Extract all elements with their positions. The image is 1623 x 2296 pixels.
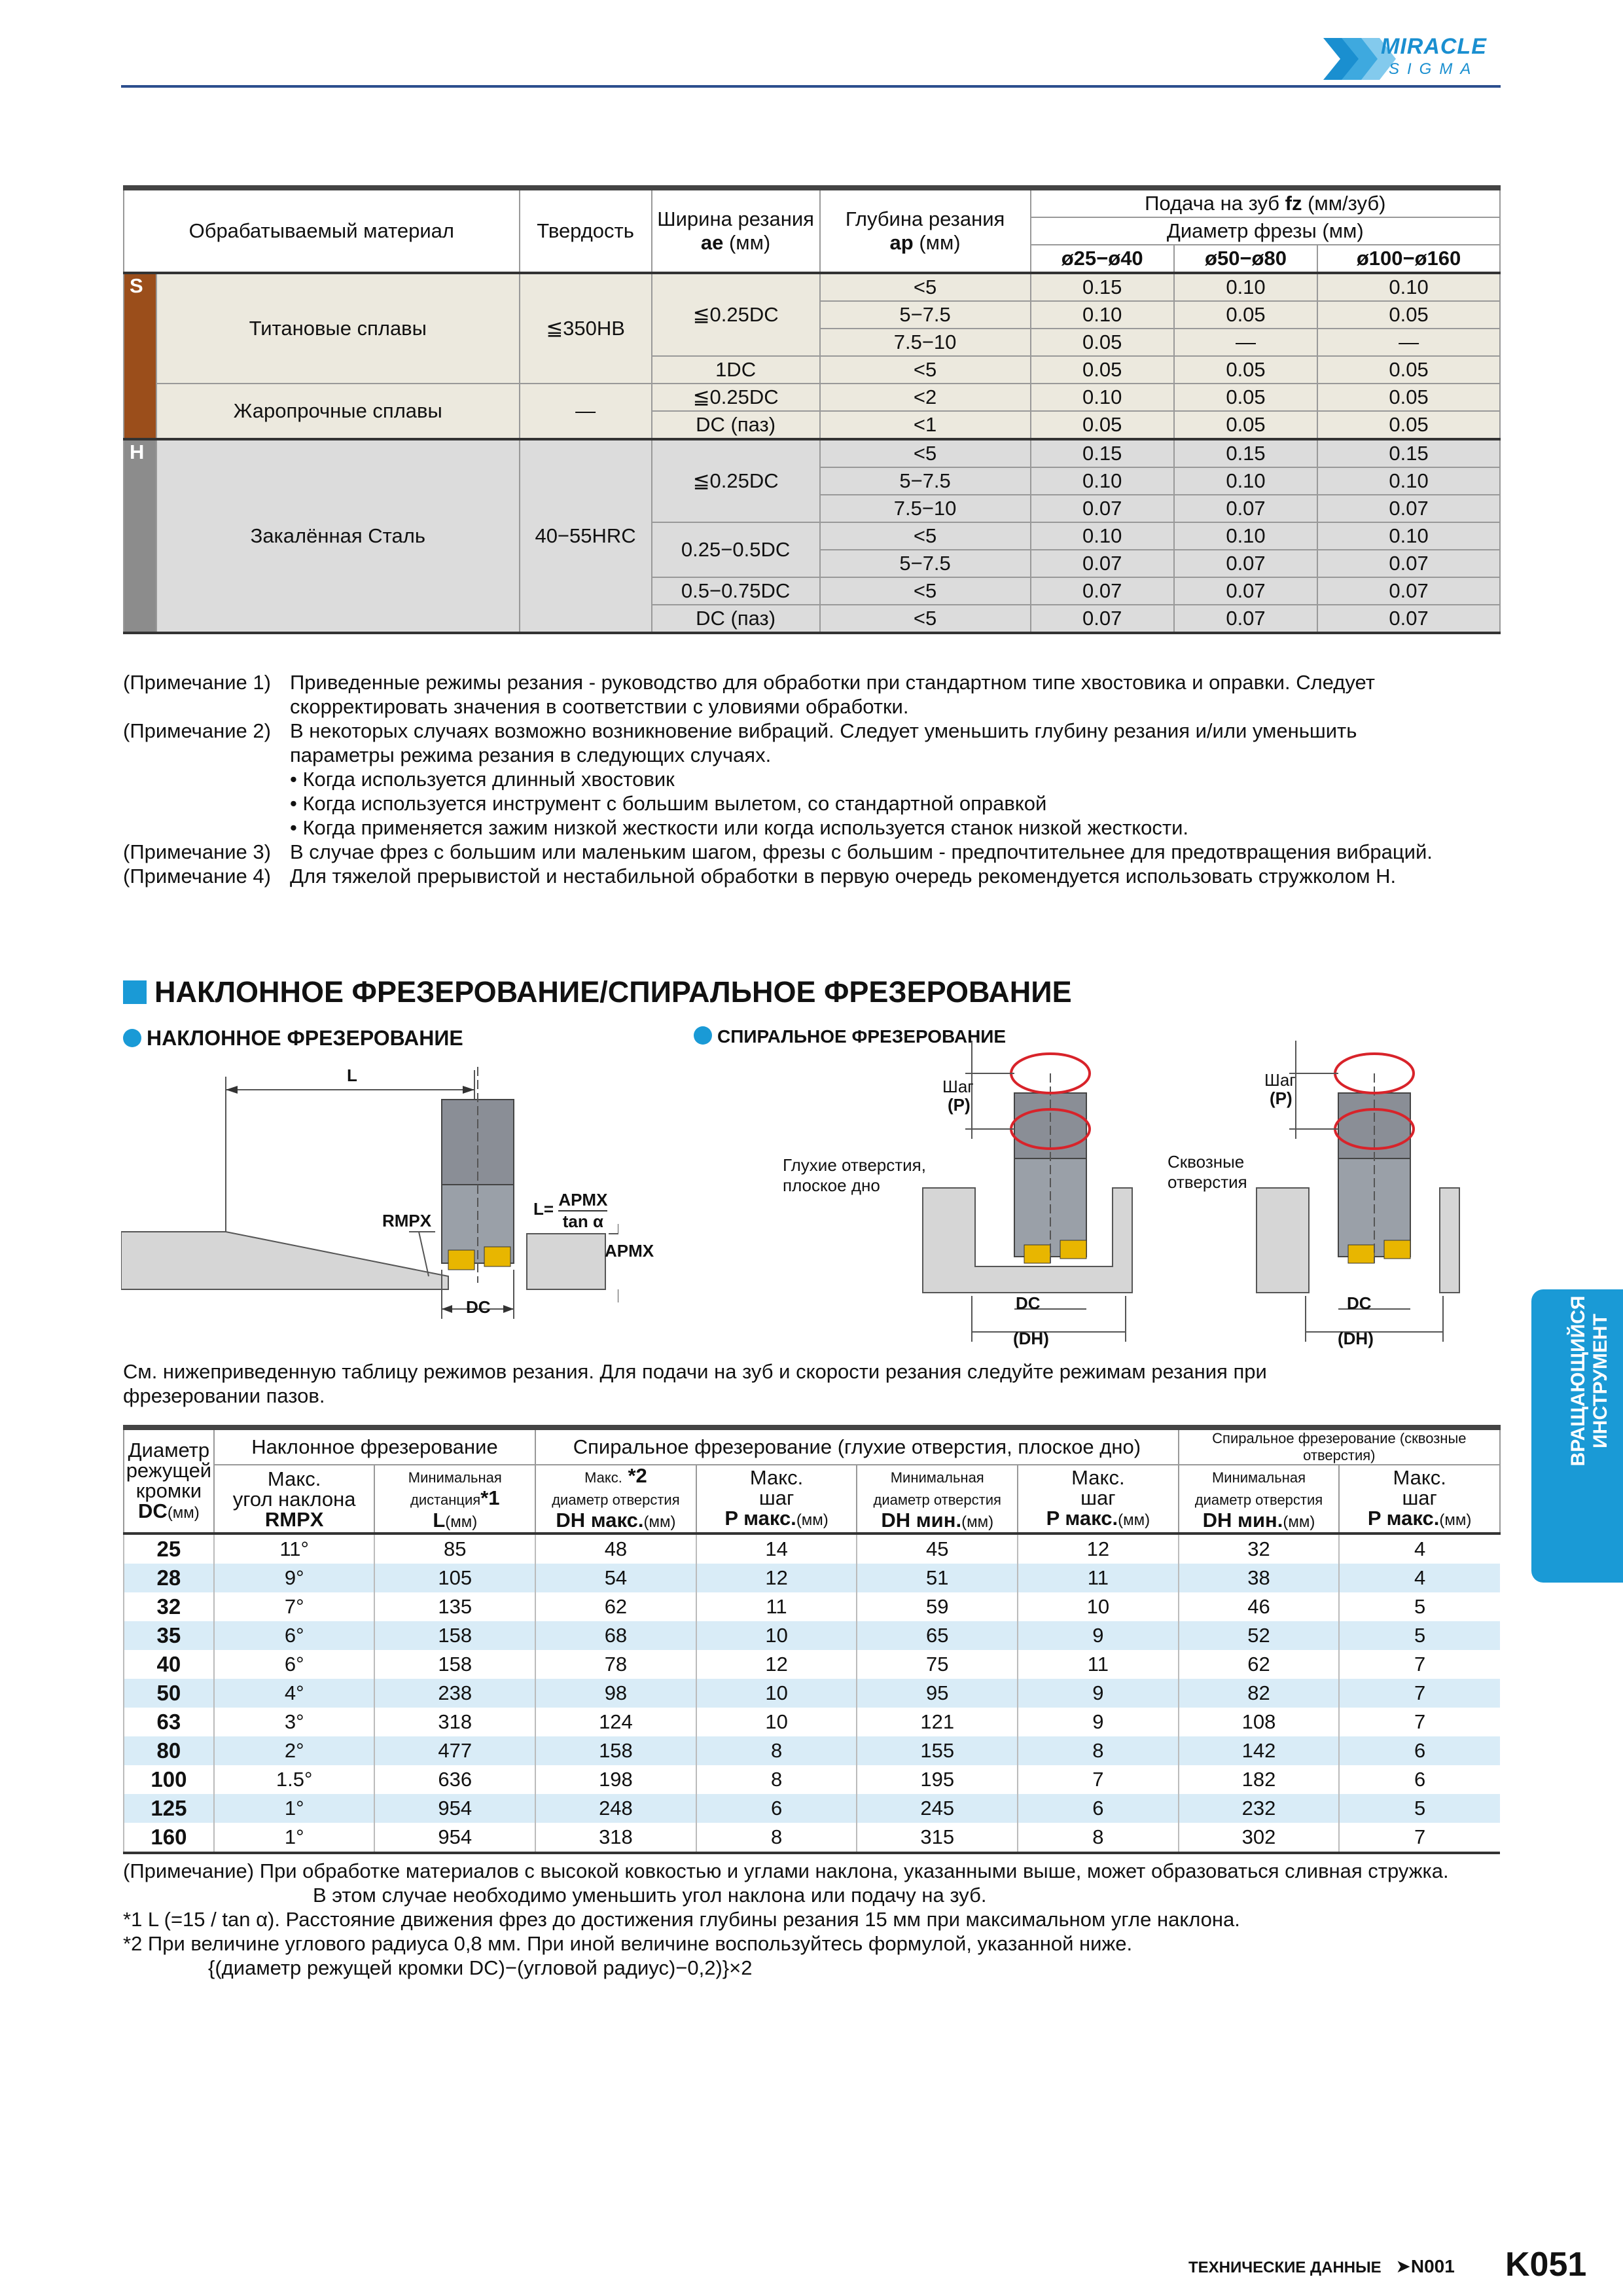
value-cell: 158 <box>374 1650 535 1679</box>
value-cell: 954 <box>374 1823 535 1853</box>
value-cell: 9 <box>1018 1708 1179 1736</box>
value-cell: 8 <box>1018 1736 1179 1765</box>
note-text: параметры режима резания в следующих случаях. <box>290 744 772 766</box>
feed-cell: 0.07 <box>1031 495 1174 522</box>
value-cell: 5 <box>1339 1592 1500 1621</box>
value-cell: 10 <box>696 1679 857 1708</box>
th-diameter: Диаметр фрезы (мм) <box>1031 217 1500 245</box>
value-cell: 8 <box>696 1823 857 1853</box>
ramp-formula: L= APMX tan α <box>533 1190 608 1231</box>
value-cell: 195 <box>857 1765 1018 1794</box>
note-text: скорректировать значения в соответствии с уловиями обработки. <box>290 695 909 718</box>
value-cell: 7 <box>1339 1823 1500 1853</box>
value-cell: 65 <box>857 1621 1018 1650</box>
value-cell: 12 <box>1018 1534 1179 1564</box>
value-cell: 7 <box>1018 1765 1179 1794</box>
label-dc-blind: DC <box>1016 1293 1041 1313</box>
feed-cell: 0.05 <box>1317 356 1500 384</box>
value-cell: 142 <box>1179 1736 1340 1765</box>
logo-text-sigma: SIGMA <box>1389 60 1479 78</box>
value-cell: 75 <box>857 1650 1018 1679</box>
feed-cell: 0.05 <box>1317 411 1500 439</box>
value-cell: 9 <box>1018 1679 1179 1708</box>
th-hardness: Твердость <box>520 188 652 273</box>
value-cell: 7 <box>1339 1679 1500 1708</box>
value-cell: 4 <box>1339 1564 1500 1592</box>
page-number: K051 <box>1505 2246 1587 2284</box>
value-cell: 85 <box>374 1534 535 1564</box>
intro-text: См. нижеприведенную таблицу режимов резания. Для подачи на зуб и скорости резания следуйте режимам резания при фрезеровании пазов. <box>123 1360 1267 1407</box>
value-cell: 6° <box>214 1650 375 1679</box>
feed-cell: 0.07 <box>1031 577 1174 605</box>
feed-cell: 0.10 <box>1031 467 1174 495</box>
ae-cell: 1DC <box>652 356 820 384</box>
value-cell: 6 <box>1339 1736 1500 1765</box>
ap-cell: <5 <box>820 356 1031 384</box>
value-cell: 8 <box>696 1765 857 1794</box>
feed-cell: 0.07 <box>1317 605 1500 633</box>
value-cell: 78 <box>535 1650 696 1679</box>
material-titanium: Титановые сплавы <box>156 273 520 384</box>
value-cell: 6 <box>1018 1794 1179 1823</box>
value-cell: 45 <box>857 1534 1018 1564</box>
dc-cell: 80 <box>124 1736 214 1765</box>
value-cell: 12 <box>696 1650 857 1679</box>
feed-cell: 0.10 <box>1174 522 1317 550</box>
note-text: Для тяжелой прерывистой и нестабильной обработки в первую очередь рекомендуется использовать стружколом H. <box>290 865 1397 888</box>
ap-cell: <2 <box>820 384 1031 411</box>
value-cell: 68 <box>535 1621 696 1650</box>
th-d3: ø100−ø160 <box>1317 245 1500 273</box>
note-text: *2 При величине углового радиуса 0,8 мм. При иной величине воспользуйтесь формулой, указанной ниже. <box>123 1932 1133 1955</box>
value-cell: 155 <box>857 1736 1018 1765</box>
ap-cell: 5−7.5 <box>820 467 1031 495</box>
group-tag-h: H <box>124 439 156 633</box>
feed-cell: 0.07 <box>1174 605 1317 633</box>
value-cell: 52 <box>1179 1621 1340 1650</box>
value-cell: 62 <box>1179 1650 1340 1679</box>
feed-cell: 0.07 <box>1031 550 1174 577</box>
value-cell: 11 <box>1018 1650 1179 1679</box>
th-d2: ø50−ø80 <box>1174 245 1317 273</box>
feed-cell: 0.15 <box>1031 439 1174 467</box>
material-hardened-steel: Закалённая Сталь <box>156 439 520 633</box>
value-cell: 10 <box>696 1621 857 1650</box>
th-p-max-blind-2: Макс. шаг P макс.(мм) <box>1018 1465 1179 1534</box>
note-text: В некоторых случаях возможно возникновение вибраций. Следует уменьшить глубину резания и/или уменьшить <box>290 719 1357 742</box>
note-bullet: • Когда используется инструмент с большим вылетом, со стандартной оправкой <box>290 792 1047 815</box>
value-cell: 32 <box>1179 1534 1340 1564</box>
arrow-right-icon: ➤ <box>1395 2256 1411 2276</box>
value-cell: 318 <box>535 1823 696 1853</box>
table-row <box>124 1823 1500 1853</box>
note-text: В этом случае необходимо уменьшить угол наклона или подачу на зуб. <box>313 1884 987 1907</box>
footer-tech-link[interactable]: ТЕХНИЧЕСКИЕ ДАННЫЕ ➤N001 <box>1188 2256 1455 2276</box>
label-p-through: (P) <box>1270 1088 1293 1108</box>
feed-cell: 0.07 <box>1174 495 1317 522</box>
value-cell: 6 <box>1339 1765 1500 1794</box>
ap-cell: <5 <box>820 522 1031 550</box>
note-text: Приведенные режимы резания - руководство для обработки при стандартном типе хвостовика и оправки. Следует <box>290 671 1375 694</box>
section-title: НАКЛОННОЕ ФРЕЗЕРОВАНИЕ/СПИРАЛЬНОЕ ФРЕЗЕРОВАНИЕ <box>154 975 1072 1009</box>
feed-cell: 0.10 <box>1031 522 1174 550</box>
bullet-dot-icon <box>123 1029 141 1047</box>
feed-cell: 0.10 <box>1031 301 1174 329</box>
value-cell: 9° <box>214 1564 375 1592</box>
label-step-through: Шаг <box>1264 1070 1296 1090</box>
ap-cell: 5−7.5 <box>820 301 1031 329</box>
value-cell: 198 <box>535 1765 696 1794</box>
feed-cell: 0.07 <box>1317 495 1500 522</box>
value-cell: 98 <box>535 1679 696 1708</box>
feed-cell: 0.05 <box>1174 411 1317 439</box>
feed-cell: 0.05 <box>1031 356 1174 384</box>
note-bullet: • Когда применяется зажим низкой жесткости или когда используется станок низкой жесткости. <box>290 816 1189 839</box>
value-cell: 182 <box>1179 1765 1340 1794</box>
feed-cell: 0.07 <box>1317 577 1500 605</box>
value-cell: 8 <box>1018 1823 1179 1853</box>
dc-cell: 40 <box>124 1650 214 1679</box>
label-dh-blind: (DH) <box>1013 1329 1049 1348</box>
value-cell: 4° <box>214 1679 375 1708</box>
value-cell: 11° <box>214 1534 375 1564</box>
value-cell: 318 <box>374 1708 535 1736</box>
th-ae: Ширина резания ae (мм) <box>652 188 820 273</box>
ap-cell: <5 <box>820 577 1031 605</box>
value-cell: 2° <box>214 1736 375 1765</box>
subtitle-helical: СПИРАЛЬНОЕ ФРЕЗЕРОВАНИЕ <box>694 1026 1006 1047</box>
table-row <box>124 1708 1500 1736</box>
feed-cell: 0.10 <box>1031 384 1174 411</box>
value-cell: 5 <box>1339 1621 1500 1650</box>
th-helix-blind: Спиральное фрезерование (глухие отверстия, плоское дно) <box>535 1427 1179 1465</box>
ramp-helix-table-body <box>124 1534 1500 1853</box>
ae-cell: 0.5−0.75DC <box>652 577 820 605</box>
note-formula: {(диаметр режущей кромки DC)−(угловой радиус)−0,2)}×2 <box>208 1956 753 1979</box>
ap-cell: 7.5−10 <box>820 495 1031 522</box>
value-cell: 9 <box>1018 1621 1179 1650</box>
feed-cell: 0.07 <box>1174 550 1317 577</box>
feed-cell: 0.07 <box>1174 577 1317 605</box>
value-cell: 7 <box>1339 1650 1500 1679</box>
ap-cell: 5−7.5 <box>820 550 1031 577</box>
note-label: (Примечание 3) <box>123 840 271 863</box>
dc-cell: 50 <box>124 1679 214 1708</box>
feed-cell: 0.07 <box>1317 550 1500 577</box>
side-tab-label: ВРАЩАЮЩИЙСЯ ИНСТРУМЕНТ <box>1567 1295 1611 1467</box>
dc-cell: 32 <box>124 1592 214 1621</box>
note-text: *1 L (=15 / tan α). Расстояние движения фрез до достижения глубины резания 15 мм при максимальном угле наклона. <box>123 1908 1240 1931</box>
feed-cell: 0.05 <box>1174 301 1317 329</box>
value-cell: 105 <box>374 1564 535 1592</box>
value-cell: 5 <box>1339 1794 1500 1823</box>
feed-cell: 0.10 <box>1317 273 1500 301</box>
feed-cell: 0.05 <box>1174 384 1317 411</box>
th-dh-min-through: Минимальная диаметр отверстия DH мин.(мм) <box>1179 1465 1340 1534</box>
dc-cell: 100 <box>124 1765 214 1794</box>
th-dc: Диаметр режущей кромки DC(мм) <box>124 1427 214 1534</box>
label-dh-through: (DH) <box>1338 1329 1374 1348</box>
label-blind-hole: Глухие отверстия, плоское дно <box>783 1155 926 1195</box>
table-row <box>124 1765 1500 1794</box>
table-row <box>124 1592 1500 1621</box>
value-cell: 135 <box>374 1592 535 1621</box>
note-text: (Примечание) При обработке материалов с высокой ковкостью и углами наклона, указанными выше, может образоваться сливная стружка. <box>123 1859 1449 1882</box>
label-through-hole: Сквозные отверстия <box>1168 1152 1247 1192</box>
value-cell: 46 <box>1179 1592 1340 1621</box>
th-p-max-through: Макс. шаг P макс.(мм) <box>1339 1465 1500 1534</box>
group-tag-s: S <box>124 273 156 439</box>
label-dc: DC <box>466 1297 491 1317</box>
dc-cell: 25 <box>124 1534 214 1564</box>
note-text: В случае фрез с большим или маленьким шагом, фрезы с большим - предпочтительнее для предотвращения вибраций. <box>290 840 1433 863</box>
table-row <box>124 1534 1500 1564</box>
section-square-icon <box>123 980 147 1004</box>
table-row <box>124 1794 1500 1823</box>
value-cell: 38 <box>1179 1564 1340 1592</box>
table-row <box>124 1650 1500 1679</box>
value-cell: 245 <box>857 1794 1018 1823</box>
value-cell: 124 <box>535 1708 696 1736</box>
label-apmx: APMX <box>605 1241 654 1261</box>
label-l: L <box>347 1066 357 1085</box>
th-d1: ø25−ø40 <box>1031 245 1174 273</box>
th-l: Минимальная дистанция*1 L(мм) <box>374 1465 535 1534</box>
note-label: (Примечание 2) <box>123 719 271 742</box>
dc-cell: 35 <box>124 1621 214 1650</box>
ae-cell: ≦0.25DC <box>652 273 820 356</box>
ap-cell: <5 <box>820 605 1031 633</box>
table-row <box>124 1736 1500 1765</box>
value-cell: 1.5° <box>214 1765 375 1794</box>
value-cell: 14 <box>696 1534 857 1564</box>
value-cell: 10 <box>1018 1592 1179 1621</box>
value-cell: 158 <box>374 1621 535 1650</box>
feed-table <box>123 185 1501 634</box>
label-p-blind: (P) <box>948 1095 971 1115</box>
table-row <box>124 1621 1500 1650</box>
value-cell: 11 <box>1018 1564 1179 1592</box>
value-cell: 1° <box>214 1794 375 1823</box>
ae-cell: DC (паз) <box>652 605 820 633</box>
value-cell: 7° <box>214 1592 375 1621</box>
th-rmpx: Макс. угол наклона RMPX <box>214 1465 375 1534</box>
th-p-max-blind: Макс. шаг P макс.(мм) <box>696 1465 857 1534</box>
feed-cell: 0.10 <box>1174 273 1317 301</box>
material-heat-resistant: Жаропрочные сплавы <box>156 384 520 439</box>
value-cell: 302 <box>1179 1823 1340 1853</box>
logo-text-miracle: MIRACLE <box>1381 34 1487 59</box>
value-cell: 3° <box>214 1708 375 1736</box>
value-cell: 1° <box>214 1823 375 1853</box>
value-cell: 6 <box>696 1794 857 1823</box>
table-row <box>124 1564 1500 1592</box>
ramp-helix-table <box>123 1425 1501 1854</box>
hardness-heat-resistant: — <box>520 384 652 439</box>
label-step-blind: Шаг <box>942 1077 974 1096</box>
feed-cell: 0.05 <box>1031 411 1174 439</box>
dc-cell: 125 <box>124 1794 214 1823</box>
feed-cell: 0.05 <box>1031 329 1174 356</box>
hardness-hardened-steel: 40−55HRC <box>520 439 652 633</box>
note-label: (Примечание 4) <box>123 865 271 888</box>
value-cell: 59 <box>857 1592 1018 1621</box>
label-rmpx: RMPX <box>382 1211 432 1230</box>
notes-block-2 <box>123 1859 1449 1980</box>
feed-cell: 0.10 <box>1317 522 1500 550</box>
ae-cell: 0.25−0.5DC <box>652 522 820 577</box>
feed-cell: 0.05 <box>1317 301 1500 329</box>
feed-cell: 0.05 <box>1317 384 1500 411</box>
value-cell: 121 <box>857 1708 1018 1736</box>
feed-cell: 0.15 <box>1174 439 1317 467</box>
value-cell: 315 <box>857 1823 1018 1853</box>
feed-cell: 0.15 <box>1031 273 1174 301</box>
th-feed: Подача на зуб fz (мм/зуб) <box>1031 188 1500 217</box>
ae-cell: DC (паз) <box>652 411 820 439</box>
bullet-dot-icon <box>694 1026 712 1045</box>
feed-cell: — <box>1317 329 1500 356</box>
th-dh-max: Макс. *2 диаметр отверстия DH макс.(мм) <box>535 1465 696 1534</box>
dc-cell: 28 <box>124 1564 214 1592</box>
feed-cell: 0.07 <box>1031 605 1174 633</box>
header-rule <box>121 85 1501 88</box>
value-cell: 48 <box>535 1534 696 1564</box>
table-row <box>124 1679 1500 1708</box>
value-cell: 636 <box>374 1765 535 1794</box>
label-dc-through: DC <box>1347 1293 1372 1313</box>
feed-cell: — <box>1174 329 1317 356</box>
th-ap: Глубина резания ap (мм) <box>820 188 1031 273</box>
value-cell: 12 <box>696 1564 857 1592</box>
feed-cell: 0.10 <box>1317 467 1500 495</box>
ap-cell: 7.5−10 <box>820 329 1031 356</box>
value-cell: 158 <box>535 1736 696 1765</box>
subtitle-ramping: НАКЛОННОЕ ФРЕЗЕРОВАНИЕ <box>123 1026 463 1050</box>
dc-cell: 63 <box>124 1708 214 1736</box>
value-cell: 232 <box>1179 1794 1340 1823</box>
hardness-titanium: ≦350HB <box>520 273 652 384</box>
value-cell: 82 <box>1179 1679 1340 1708</box>
note-label: (Примечание 1) <box>123 671 271 694</box>
value-cell: 11 <box>696 1592 857 1621</box>
value-cell: 7 <box>1339 1708 1500 1736</box>
value-cell: 8 <box>696 1736 857 1765</box>
ae-cell: ≦0.25DC <box>652 439 820 522</box>
value-cell: 10 <box>696 1708 857 1736</box>
ap-cell: <5 <box>820 273 1031 301</box>
feed-cell: 0.15 <box>1317 439 1500 467</box>
ap-cell: <1 <box>820 411 1031 439</box>
value-cell: 108 <box>1179 1708 1340 1736</box>
th-dh-min-blind: Минимальная диаметр отверстия DH мин.(мм) <box>857 1465 1018 1534</box>
value-cell: 238 <box>374 1679 535 1708</box>
th-helix-through: Спиральное фрезерование (сквозные отверстия) <box>1179 1427 1500 1465</box>
ap-cell: <5 <box>820 439 1031 467</box>
value-cell: 477 <box>374 1736 535 1765</box>
value-cell: 954 <box>374 1794 535 1823</box>
value-cell: 4 <box>1339 1534 1500 1564</box>
value-cell: 95 <box>857 1679 1018 1708</box>
notes-block-1 <box>123 670 1433 888</box>
value-cell: 54 <box>535 1564 696 1592</box>
ae-cell: ≦0.25DC <box>652 384 820 411</box>
feed-cell: 0.05 <box>1174 356 1317 384</box>
th-material: Обрабатываемый материал <box>124 188 520 273</box>
feed-cell: 0.10 <box>1174 467 1317 495</box>
value-cell: 248 <box>535 1794 696 1823</box>
value-cell: 51 <box>857 1564 1018 1592</box>
note-bullet: • Когда используется длинный хвостовик <box>290 768 675 791</box>
th-ramping: Наклонное фрезерование <box>214 1427 535 1465</box>
value-cell: 6° <box>214 1621 375 1650</box>
value-cell: 62 <box>535 1592 696 1621</box>
dc-cell: 160 <box>124 1823 214 1853</box>
